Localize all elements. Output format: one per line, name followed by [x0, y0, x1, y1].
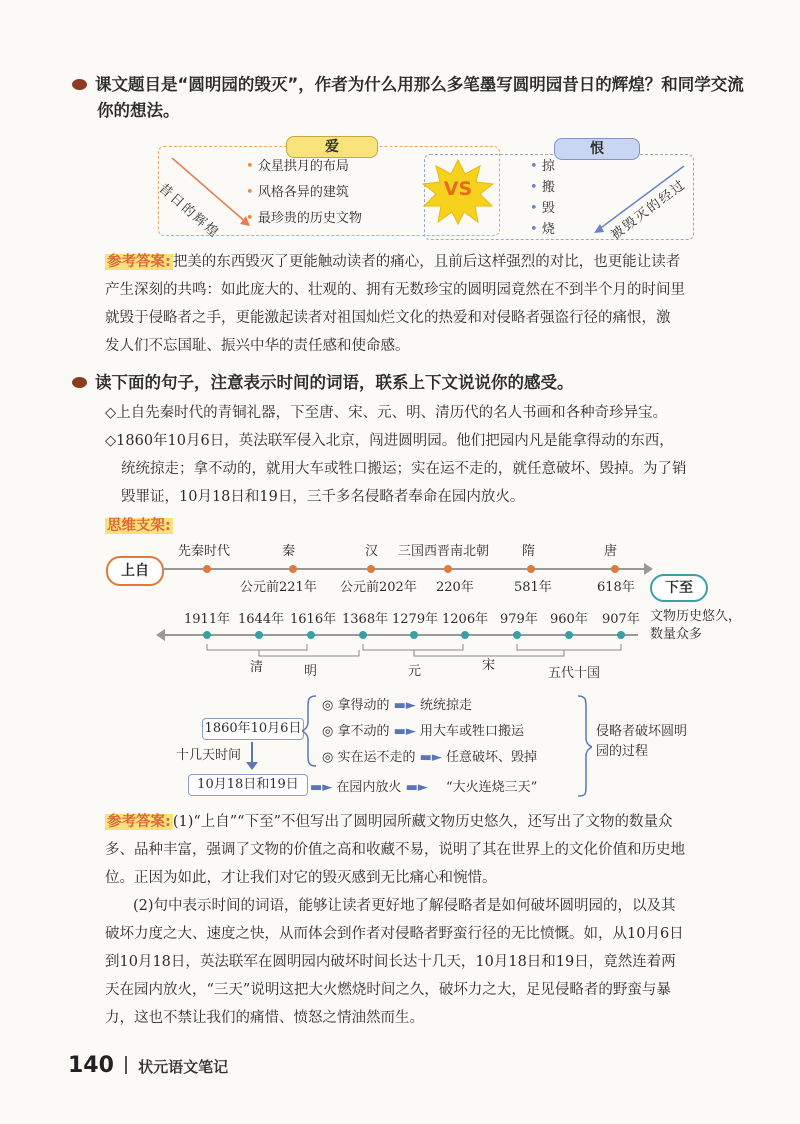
- answer-label: 参考答案:: [107, 254, 171, 270]
- destroyed-label: 被毁灭的经过: [608, 177, 690, 244]
- list-item: • 烧: [530, 222, 555, 237]
- year-label: 618年: [597, 580, 635, 595]
- down-arrowhead: [246, 762, 258, 770]
- list-item: • 搬: [530, 180, 555, 195]
- dynasty-yuan: 元: [408, 664, 422, 679]
- shangzi-badge: 上自: [106, 556, 164, 586]
- history-note: 文物历史悠久， 数量众多: [650, 609, 742, 642]
- year-label: 1616年: [290, 612, 337, 627]
- year-label: 220年: [436, 580, 474, 595]
- timeline-node: [289, 565, 297, 573]
- dynasty-qing: 清: [250, 660, 264, 675]
- timeline: [0, 536, 800, 686]
- dynasty-qin: 秦: [282, 544, 296, 559]
- arrow-icon: ▬►: [310, 780, 333, 795]
- dynasty-wudai: 五代十国: [548, 666, 601, 681]
- timeline-bottom-arrowhead: [156, 629, 165, 641]
- year-label: 公元前221年: [240, 580, 317, 595]
- footer: [68, 1053, 228, 1078]
- dynasty-sanguo: 三国西晋南北朝: [398, 544, 490, 559]
- answer-label: 参考答案:: [107, 814, 171, 830]
- list-item: • 风格各异的建筑: [246, 185, 349, 200]
- list-item: • 众星拱月的布局: [246, 159, 349, 174]
- dynasty-song: 宋: [482, 658, 496, 673]
- timeline-node: [307, 631, 315, 639]
- love-label: 爱: [286, 136, 378, 158]
- dynasty-tang: 唐: [604, 544, 618, 559]
- year-label: 1206年: [442, 612, 489, 627]
- dynasty-braces: [0, 642, 800, 664]
- date-oct18-box: 10月18日和19日: [188, 774, 308, 796]
- timeline-top-arrowhead: [644, 563, 653, 575]
- action-row-2: ◎ 拿不动的 ▬► 用大车或牲口搬运: [322, 724, 525, 739]
- year-label: 1644年: [238, 612, 285, 627]
- dynasty-ming: 明: [304, 664, 318, 679]
- xiazhi-badge: 下至: [650, 574, 708, 602]
- year-label: 1368年: [342, 612, 389, 627]
- timeline-node: [203, 565, 211, 573]
- sentence-2: ◇1860年10月6日，英法联军侵入北京，闯进圆明园。他们把园内凡是能拿得动的东西，: [105, 433, 674, 449]
- timeline-node: [461, 631, 469, 639]
- timeline-top-line: [162, 568, 646, 570]
- action-bracket: [302, 694, 318, 768]
- sentences: ◇上自先秦时代的青铜礼器，下至唐、宋、元、明、清历代的名人书画和各种奇珍异宝。 ◇1860年10月6日，英法联军侵入北京，闯进圆明园。他们把园内凡是能拿得动的东西， 统统掠走；拿不动的，就用大车或牲口搬运；实在运不走的，就任意破坏、毁掉。为了销 毁罪证，10月18日和19日，三千多名侵略者奉命在园内放火。: [105, 399, 775, 511]
- timeline-node: [565, 631, 573, 639]
- timeline-node: [527, 565, 535, 573]
- date-oct6-box: 1860年10月6日: [202, 718, 304, 740]
- year-label: 公元前202年: [340, 580, 417, 595]
- love-items: [246, 154, 362, 232]
- timeline-node: [410, 631, 418, 639]
- page-number: 140: [68, 1053, 114, 1078]
- hate-items: [530, 156, 555, 240]
- timeline-node: [611, 565, 619, 573]
- year-label: 1911年: [184, 612, 231, 627]
- timeline-node: [367, 565, 375, 573]
- year-label: 1279年: [392, 612, 439, 627]
- arrow-icon: ▬►: [393, 698, 416, 713]
- timeline-node: [513, 631, 521, 639]
- process-diagram: [0, 690, 800, 800]
- arrow-icon: ▬►: [419, 750, 442, 765]
- timeline-node: [359, 631, 367, 639]
- dynasty-xianqin: 先秦时代: [178, 544, 231, 559]
- timeline-node: [255, 631, 263, 639]
- action-row-3: ◎ 实在运不走的 ▬► 任意破坏、毁掉: [322, 750, 538, 765]
- question-2: 读下面的句子，注意表示时间的词语，联系上下文说说你的感受。: [72, 370, 574, 396]
- hate-label: 恨: [554, 138, 640, 160]
- list-item: • 最珍贵的历史文物: [246, 211, 362, 226]
- love-hate-diagram: [155, 139, 698, 244]
- process-label: 侵略者破坏圆明园的过程: [596, 724, 688, 759]
- down-arrow-icon: [251, 742, 253, 764]
- period-label: 十几天时间: [176, 748, 242, 763]
- past-glory-label: 昔日的辉煌: [155, 181, 222, 242]
- dynasty-han: 汉: [365, 544, 379, 559]
- process-bracket: [578, 694, 592, 798]
- arrow-icon: ▬►: [405, 780, 428, 795]
- answer-1: 参考答案: 把美的东西毁灭了更能触动读者的痛心，且前后这样强烈的对比，也更能让读者 产生深刻的共鸣：如此庞大的、壮观的、拥有无数珍宝的圆明园竟然在不到半个月的时间里 就毁于侵略者之手，更能激起读者对祖国灿烂文化的热爱和对侵略者强盗行径的痛恨，激 发人们不忘国耻、振兴中华的责任感和使命感。: [105, 254, 685, 354]
- vs-text: VS: [443, 178, 473, 200]
- book-title: 状元语文笔记: [138, 1058, 229, 1076]
- fire-row: ▬► 在园内放火 ▬► “大火连烧三天”: [310, 780, 538, 795]
- list-item: • 毁: [530, 201, 555, 216]
- year-label: 581年: [514, 580, 552, 595]
- dynasty-sui: 隋: [522, 544, 536, 559]
- bullet-icon: [72, 79, 87, 90]
- year-label: 960年: [550, 612, 588, 627]
- mind-map-label: 思维支架:: [107, 518, 171, 534]
- sentence-1: ◇上自先秦时代的青铜礼器，下至唐、宋、元、明、清历代的名人书画和各种奇珍异宝。: [105, 405, 668, 421]
- answer-2: 参考答案: (1)“上自”“下至”不但写出了圆明园所藏文物历史悠久，还写出了文物的数量众 多、品种丰富，强调了文物的价值之高和收藏不易，说明了其在世界上的文化价值和历史地 位。正因为如此，才让我们对它的毁灭感到无比痛心和惋惜。 (2)句中表示时间的词语，能够让读者更好地了解侵略者是如何破坏圆明园的，以及其 破坏力度之大、速度之快，从而体会到作者对侵略者野蛮行径的无比愤慨。如，从10月6日 到10月18日，英法联军在圆明园内破坏时间长达十几天，10月18日和19日，竟然连着两 天在园内放火，“三天”说明这把大火燃烧时间之久，破坏力之大，足见侵略者的野蛮与暴 力，这也不禁让我们的痛惜、愤怒之情油然而生。: [105, 814, 685, 1026]
- footer-divider: [125, 1056, 127, 1074]
- action-row-1: ◎ 拿得动的 ▬► 统统掠走: [322, 698, 473, 713]
- question-1: 课文题目是“圆明园的毁灭”，作者为什么用那么多笔墨写圆明园昔日的辉煌？和同学交流 你的想法。: [72, 72, 772, 124]
- year-label: 907年: [602, 612, 640, 627]
- timeline-node: [444, 565, 452, 573]
- bullet-icon: [72, 377, 87, 388]
- timeline-node: [203, 631, 211, 639]
- list-item: • 掠: [530, 159, 555, 174]
- timeline-node: [617, 631, 625, 639]
- arrow-icon: ▬►: [393, 724, 416, 739]
- year-label: 979年: [500, 612, 538, 627]
